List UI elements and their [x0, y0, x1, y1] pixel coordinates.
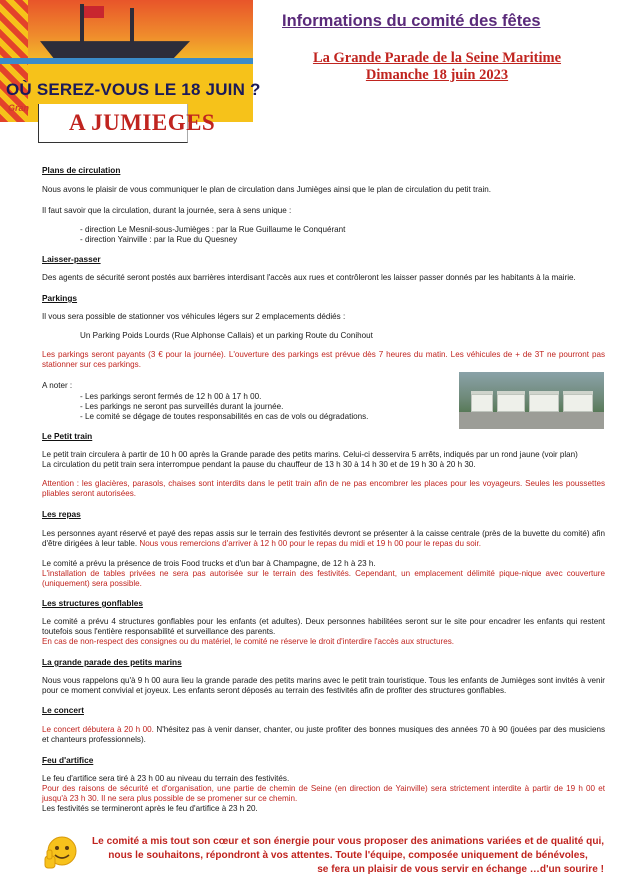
feu-end: Les festivités se termineront après le feu d'artifice à 23 h 20.: [42, 804, 258, 813]
repas-warning: L'installation de tables privées ne sera pas autorisée sur le terrain des festivités. Cependant, un emplacement délimité pique-nique avec couverture (uniquement) sera possible.: [42, 569, 605, 588]
parkings-note: - Les parkings seront fermés de 12 h 00 à 17 h 00.: [80, 392, 262, 401]
banner-subtitle: Gran: [8, 103, 30, 113]
smiley-thumbs-up-icon: [42, 834, 80, 872]
event-name: La Grande Parade de la Seine Maritime: [312, 50, 562, 66]
parkings-locations: Un Parking Poids Lourds (Rue Alphonse Callais) et un parking Route du Conihout: [80, 331, 373, 340]
section-heading-petit-train: Le Petit train: [42, 431, 93, 441]
circulation-one-way: Il faut savoir que la circulation, durant la journée, sera à sens unique :: [42, 206, 292, 215]
petit-train-schedule: Le petit train circulera à partir de 10 h 00 après la Grande parade des petits marins. Celui-ci desservira 5 arrêts, indiqués par un rond jaune (voir plan): [42, 450, 578, 459]
circulation-item: - direction Yainville : par la Rue du Quesney: [80, 235, 238, 244]
section-heading-concert: Le concert: [42, 705, 84, 715]
section-heading-gonflables: Les structures gonflables: [42, 598, 143, 608]
closing-message: [92, 835, 604, 877]
closing-line: Le comité a mis tout son cœur et son énergie pour vous proposer des animations variées et de qualité qui,: [92, 836, 605, 847]
section-heading-feu: Feu d'artifice: [42, 755, 94, 765]
section-heading-repas: Les repas: [42, 509, 81, 519]
petit-train-pause: La circulation du petit train sera interrompue pendant la pause du chauffeur de 13 h 30 à 14 h 30 et de 19 h 30 à 20 h 30.: [42, 460, 476, 469]
section-heading-circulation: Plans de circulation: [42, 165, 121, 175]
event-date: Dimanche 18 juin 2023: [365, 67, 509, 83]
circulation-intro: Nous avons le plaisir de vous communiquer le plan de circulation dans Jumièges ainsi que le plan de circulation du petit train.: [42, 185, 492, 194]
parkings-warning: Les parkings seront payants (3 € pour la journée). L'ouverture des parkings est prévue dès 7 heures du matin. Les véhicules de + de 3T ne pourront pas stationner sur ces parkings.: [42, 350, 605, 369]
concert-text: Le concert débutera à 20 h 00. N'hésitez pas à venir danser, chanter, ou juste profiter des bonnes musiques des années 70 à 90 (jouées par des musiciens et chanteurs professionnels).: [42, 725, 606, 744]
gonflables-text: Le comité a prévu 4 structures gonflables pour les enfants (et adultes). Deux personnes habilitées seront sur le site pour encadrer les enfants qui restent toutefois sous l'entière responsabilité et surveillance des parents.: [42, 617, 605, 636]
section-heading-parade: La grande parade des petits marins: [42, 657, 182, 667]
laisser-passer-text: Des agents de sécurité seront postés aux barrières interdisant l'accès aux rues et contrôleront les laisser passer donnés par les habitants à la mairie.: [42, 273, 576, 282]
location-title: A JUMIEGES: [69, 110, 216, 135]
banner-headline: OÙ SEREZ-VOUS LE 18 JUIN ?: [6, 80, 261, 99]
circulation-item: - direction Le Mesnil-sous-Jumièges : par la Rue Guillaume le Conquérant: [80, 225, 346, 234]
section-heading-parkings: Parkings: [42, 293, 78, 303]
feu-warning: Pour des raisons de sécurité et d'organisation, une partie de chemin de Seine (en direction de Yainville) sera strictement interdite à partir de 19 h 00 et jusqu'à 23 h 30. Il ne sera plus possible de se promener sur ce chemin.: [42, 784, 605, 803]
gonflables-warning: En cas de non-respect des consignes ou du matériel, le comité ne réserve le droit d'interdire l'accès aux structures.: [42, 637, 455, 646]
section-heading-laisser-passer: Laisser-passer: [42, 254, 101, 264]
repas-food-trucks: Le comité a prévu la présence de trois Food trucks et d'un bar à Champagne, de 12 h à 23 h.: [42, 559, 376, 568]
parkings-note: - Les parkings ne seront pas surveillés durant la journée.: [80, 402, 284, 411]
petit-train-warning: Attention : les glacières, parasols, chaises sont interdits dans le petit train afin de ne pas encombrer les places pour les voyageurs. Seules les poussettes pliables seront autorisées.: [42, 479, 605, 498]
feu-time: Le feu d'artifice sera tiré à 23 h 00 au niveau du terrain des festivités.: [42, 774, 290, 783]
repas-text: Les personnes ayant réservé et payé des repas assis sur le terrain des festivités devront se présenter à la caisse centrale (près de la buvette du comité) afin d'être dirigées à leur table. Nous vous remercions d'arriver à 12 h 00 pour le repas du midi et 19 h 00 pour le repas du soir.: [42, 529, 605, 548]
closing-line: nous le souhaitons, répondront à vos attentes. Toute l'équipe, composée uniquement de bénévoles,: [108, 850, 588, 861]
closing-line: se fera un plaisir de vous servir en échange …d'un sourire !: [317, 864, 604, 875]
parkings-intro: Il vous sera possible de stationner vos véhicules légers sur 2 emplacements dédiés :: [42, 312, 346, 321]
parade-text: Nous vous rappelons qu'à 9 h 00 aura lieu la grande parade des petits marins avec le petit train touristique. Tous les enfants de Jumièges sont invités à venir pour ce moment convivial et joyeux. Les enfants seront déposés au terrain des festivités afin de profiter des structures gonflables.: [42, 676, 605, 695]
parkings-note-label: A noter :: [42, 381, 73, 390]
tourist-train-photo: [459, 372, 604, 429]
page-title: Informations du comité des fêtes: [282, 12, 541, 30]
parkings-note: - Le comité se dégage de toutes responsabilités en cas de vols ou dégradations.: [80, 412, 369, 421]
